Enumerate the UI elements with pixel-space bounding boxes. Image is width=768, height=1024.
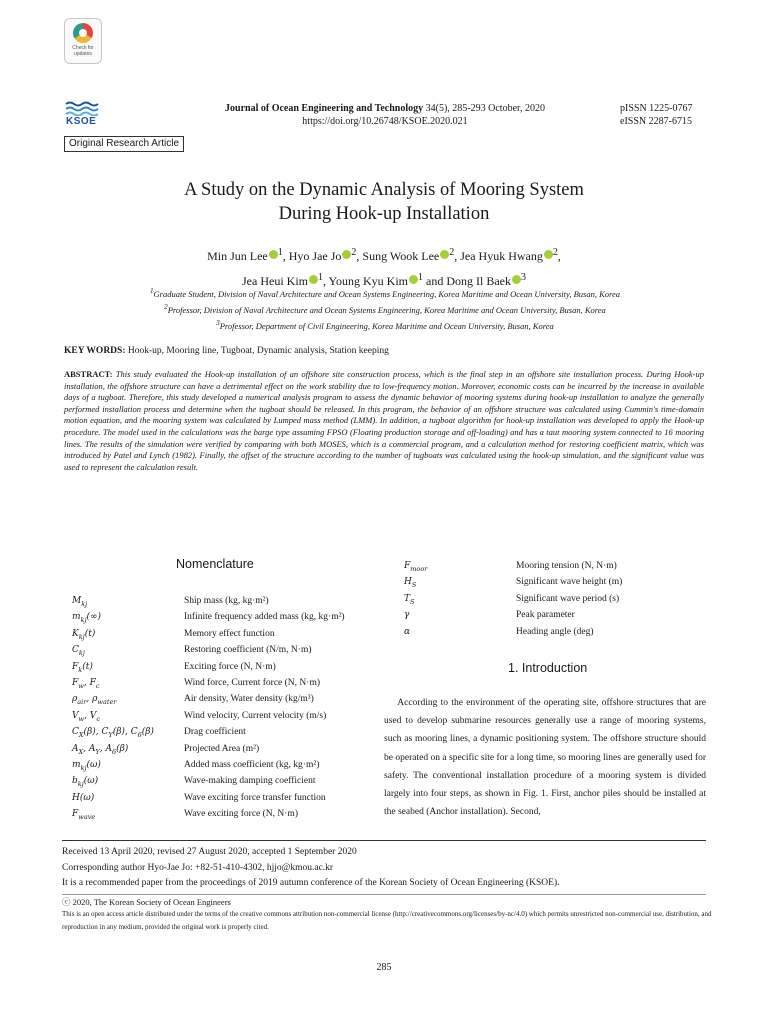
abstract-text: This study evaluated the Hook-up installation of an offshore site construction process, which is the final step in an offshore site installation process. During Hook-up installation, the offshore structure can have a detrimental effect on the work stability due to low-frequency motion. Moreover, economic costs can be incurred by the increase in available days of a tugboat. Therefore, this study developed a numerical analysis program to assess the dynamic behavior of mooring systems during hook-up installation to analyze the generally performed installation process and determine when the tugboat should be released. In this program, the behavior of an offshore structure was calculated using Cummin's time-domain motion equation, and the mooring system was calculated by Lumped mass method (LMM). In addition, a tugboat algorithm for hook-up installation was developed to apply the Hook-up procedure. The model used in the calculations was the barge type assuming FPSO (Floating production storage and off-loading) and has a taut mooring system connected to 16 mooring lines. The results of the simulation were verified by comparing with both MOSES, which is a commercial program, and a calculation method for restoring coefficient matrix, which was introduced by Patel and Lynch (1982). Finally, the offset of the structure according to the number of tugboats was calculated using the hook-up simulation, and the significant value was used to represent the calculation result. bbox=[64, 369, 704, 472]
nomenclature-definition: Wind force, Current force (N, N·m) bbox=[184, 678, 320, 688]
nomenclature-definition: Restoring coefficient (N/m, N·m) bbox=[184, 645, 312, 656]
affiliation-item bbox=[60, 301, 710, 317]
nomenclature-symbol: $C_X(\beta)$, $C_Y(\beta)$, $C_6(\beta)$ bbox=[72, 727, 154, 739]
nomenclature-definition: Heading angle (deg) bbox=[516, 626, 594, 637]
affiliation-text: Graduate Student, Division of Naval Architecture and Ocean Systems Engineering, Korea Maritime and Ocean University, Busan, Korea bbox=[153, 288, 621, 299]
journal-header bbox=[200, 102, 570, 128]
affiliation-sup: 1 bbox=[149, 287, 154, 295]
author-affil-sup: 3 bbox=[521, 272, 526, 283]
journal-citation-line bbox=[200, 102, 570, 115]
pissn: pISSN 1225-0767 bbox=[620, 103, 693, 114]
affiliation-text: Professor, Division of Naval Architecture and Ocean Systems Engineering, Korea Maritime and Ocean University, Busan, Korea bbox=[167, 304, 606, 315]
orcid-icon[interactable] bbox=[440, 250, 449, 259]
doi-link[interactable]: https://doi.org/10.26748/KSOE.2020.021 bbox=[302, 116, 468, 127]
nomenclature-symbol: γ bbox=[404, 610, 410, 621]
nomenclature-symbol: $F_k(t)$ bbox=[72, 661, 93, 674]
orcid-icon[interactable] bbox=[544, 250, 553, 259]
orcid-icon[interactable] bbox=[269, 250, 278, 259]
author-affil-sup: 2 bbox=[351, 247, 357, 258]
nomenclature-title: Nomenclature bbox=[176, 557, 254, 571]
nomenclature-right bbox=[404, 558, 724, 648]
keywords bbox=[64, 346, 389, 356]
nomenclature-definition: Significant wave height (m) bbox=[516, 577, 623, 588]
nomenclature-definition: Air density, Water density (kg/m³) bbox=[184, 694, 314, 705]
corresponding-author: Corresponding author Hyo-Jae Jo: +82-51-410-4302, hjjo@kmou.ac.kr bbox=[62, 862, 334, 873]
section-heading-introduction: 1. Introduction bbox=[508, 661, 588, 675]
nomenclature-definition: Wave-making damping coefficient bbox=[184, 776, 316, 787]
affiliation-item bbox=[60, 317, 710, 333]
introduction-body: According to the environment of the operating site, offshore structures that are used to develop submarine resources generally use a range of mooring systems, such as mooring lines, a dynamic positioning system. The offshore structure should be operated on a specific site for a long time, so mooring lines are generally used for safety. The conventional installation procedure of a mooring system is divided largely into four steps, as shown in Fig. 1. First, anchor piles should be installed at the seabed (Anchor installation). Second, bbox=[384, 698, 707, 818]
keywords-label: KEY WORDS: bbox=[64, 346, 126, 356]
orcid-icon[interactable] bbox=[309, 275, 318, 284]
nomenclature-definition: Wave exciting force transfer function bbox=[184, 792, 326, 803]
nomenclature-symbol: $F_w$, $F_c$ bbox=[72, 678, 100, 690]
orcid-icon[interactable] bbox=[512, 275, 521, 284]
orcid-icon[interactable] bbox=[409, 275, 418, 284]
nomenclature-definition: Peak parameter bbox=[516, 610, 575, 621]
nomenclature-definition: Drag coefficient bbox=[184, 727, 246, 738]
nomenclature-symbol: $\rho_{air}$, $\rho_{water}$ bbox=[72, 694, 117, 707]
nomenclature-symbol: $m_{kj}(\infty)$ bbox=[72, 612, 102, 625]
author-name: Min Jun Lee bbox=[207, 249, 268, 263]
nomenclature-definition: Wind velocity, Current velocity (m/s) bbox=[184, 710, 327, 721]
nomenclature-definition: Exciting force (N, N·m) bbox=[184, 661, 276, 672]
author-name: Jea Heui Kim bbox=[242, 274, 308, 288]
nomenclature-symbol: $T_S$ bbox=[404, 593, 415, 606]
nomenclature-definition: Projected Area (m²) bbox=[184, 743, 260, 754]
page-number: 285 bbox=[376, 962, 392, 973]
nomenclature-definition: Wave exciting force (N, N·m) bbox=[184, 809, 298, 820]
affiliation-text: Professor, Department of Civil Engineering, Korea Maritime and Ocean University, Busan, Korea bbox=[219, 320, 554, 331]
logo-text: KSOE bbox=[66, 116, 97, 127]
nomenclature-symbol: $m_{kj}(\omega)$ bbox=[72, 760, 101, 772]
author-affil-sup: 2 bbox=[552, 247, 558, 258]
issn-block bbox=[620, 102, 693, 128]
nomenclature-symbol: α bbox=[404, 626, 411, 637]
affiliation-sup: 3 bbox=[216, 318, 220, 327]
author-line-2: Jea Heui Kim $^1$, Young Kyu Kim $^1$ and Dong Il Baek $^3$ bbox=[242, 272, 526, 288]
license-divider bbox=[62, 894, 706, 895]
nomenclature-symbol: $A_X$, $A_Y$, $A_6(\beta)$ bbox=[72, 743, 129, 756]
author-affil-sup: 1 bbox=[277, 247, 283, 258]
nomenclature-definition: Significant wave period (s) bbox=[516, 593, 620, 604]
author-affil-sup: 1 bbox=[317, 272, 323, 283]
ksoe-logo bbox=[64, 100, 104, 128]
license-text: This is an open access article distributed under the terms of the creative commons attribution non-commercial license (http://creativecommons.org/licenses/by-nc/4.0) which permits unrestricted non-commercial use, distribution, and reproduction in any medium, provided the original work is properly cited. bbox=[62, 910, 712, 931]
author-name: Dong Il Baek bbox=[446, 274, 511, 288]
nomenclature-definition: Ship mass (kg, kg·m²) bbox=[184, 596, 269, 606]
keywords-text: Hook-up, Mooring line, Tugboat, Dynamic analysis, Station keeping bbox=[125, 346, 389, 356]
paper-title bbox=[84, 178, 684, 226]
copyright-line: ⓒ 2020, The Korean Society of Ocean Engineers bbox=[62, 897, 231, 907]
affiliations bbox=[60, 285, 710, 332]
title-line-1: A Study on the Dynamic Analysis of Mooring System bbox=[184, 180, 584, 200]
nomenclature-definition: Infinite frequency added mass (kg, kg·m²) bbox=[184, 612, 345, 623]
journal-name: Journal of Ocean Engineering and Technology bbox=[225, 103, 424, 114]
received-dates: Received 13 April 2020, revised 27 August 2020, accepted 1 September 2020 bbox=[62, 847, 357, 857]
footnote-divider bbox=[62, 840, 706, 841]
footnote-block bbox=[62, 845, 560, 892]
nomenclature-symbol: $H_S$ bbox=[404, 577, 417, 590]
nomenclature-symbol: $M_{kj}$ bbox=[72, 596, 88, 608]
article-type-badge: Original Research Article bbox=[64, 136, 184, 152]
introduction-text bbox=[384, 694, 706, 821]
nomenclature-symbol: $V_w$, $V_c$ bbox=[72, 710, 100, 723]
affiliation-item bbox=[60, 285, 710, 301]
license-block bbox=[62, 896, 712, 933]
check-for-updates-label: Check for updates bbox=[72, 45, 94, 57]
affiliation-sup: 2 bbox=[164, 302, 168, 311]
recommended-note: It is a recommended paper from the proceedings of 2019 autumn conference of the Korean Society of Ocean Engineering (KSOE). bbox=[62, 878, 560, 889]
nomenclature-symbol: $C_{kj}$ bbox=[72, 645, 85, 657]
nomenclature-symbol: $K_{kj}(t)$ bbox=[72, 628, 96, 641]
author-name: Sung Wook Lee bbox=[362, 249, 440, 263]
wave-logo-icon bbox=[64, 100, 104, 116]
author-name: Jea Hyuk Hwang bbox=[460, 249, 543, 263]
eissn: eISSN 2287-6715 bbox=[620, 116, 692, 127]
author-line-1: Min Jun Lee $^1$, Hyo Jae Jo $^2$, Sung Wook Lee $^2$, Jea Hyuk Hwang $^2$, bbox=[207, 247, 561, 263]
nomenclature-symbol: $F_{wave}$ bbox=[72, 809, 96, 821]
crossmark-icon bbox=[73, 23, 93, 43]
author-affil-sup: 2 bbox=[449, 247, 455, 258]
nomenclature-symbol: $b_{kj}(\omega)$ bbox=[72, 776, 99, 789]
author-name: Hyo Jae Jo bbox=[288, 249, 342, 263]
abstract-label: ABSTRACT: bbox=[64, 369, 113, 379]
author-name: Young Kyu Kim bbox=[328, 274, 409, 288]
nomenclature-definition: Added mass coefficient (kg, kg·m²) bbox=[184, 760, 320, 770]
author-affil-sup: 1 bbox=[418, 272, 424, 283]
journal-citation: 34(5), 285-293 October, 2020 bbox=[423, 103, 545, 114]
abstract bbox=[64, 369, 704, 473]
title-line-2: During Hook-up Installation bbox=[278, 204, 490, 224]
nomenclature-left bbox=[72, 593, 382, 833]
check-for-updates-badge[interactable] bbox=[64, 18, 102, 64]
nomenclature-symbol: H(ω) bbox=[72, 792, 95, 803]
nomenclature-definition: Mooring tension (N, N·m) bbox=[516, 561, 617, 571]
nomenclature-definition: Memory effect function bbox=[184, 628, 275, 639]
nomenclature-symbol: $F_{moor}$ bbox=[404, 561, 428, 573]
